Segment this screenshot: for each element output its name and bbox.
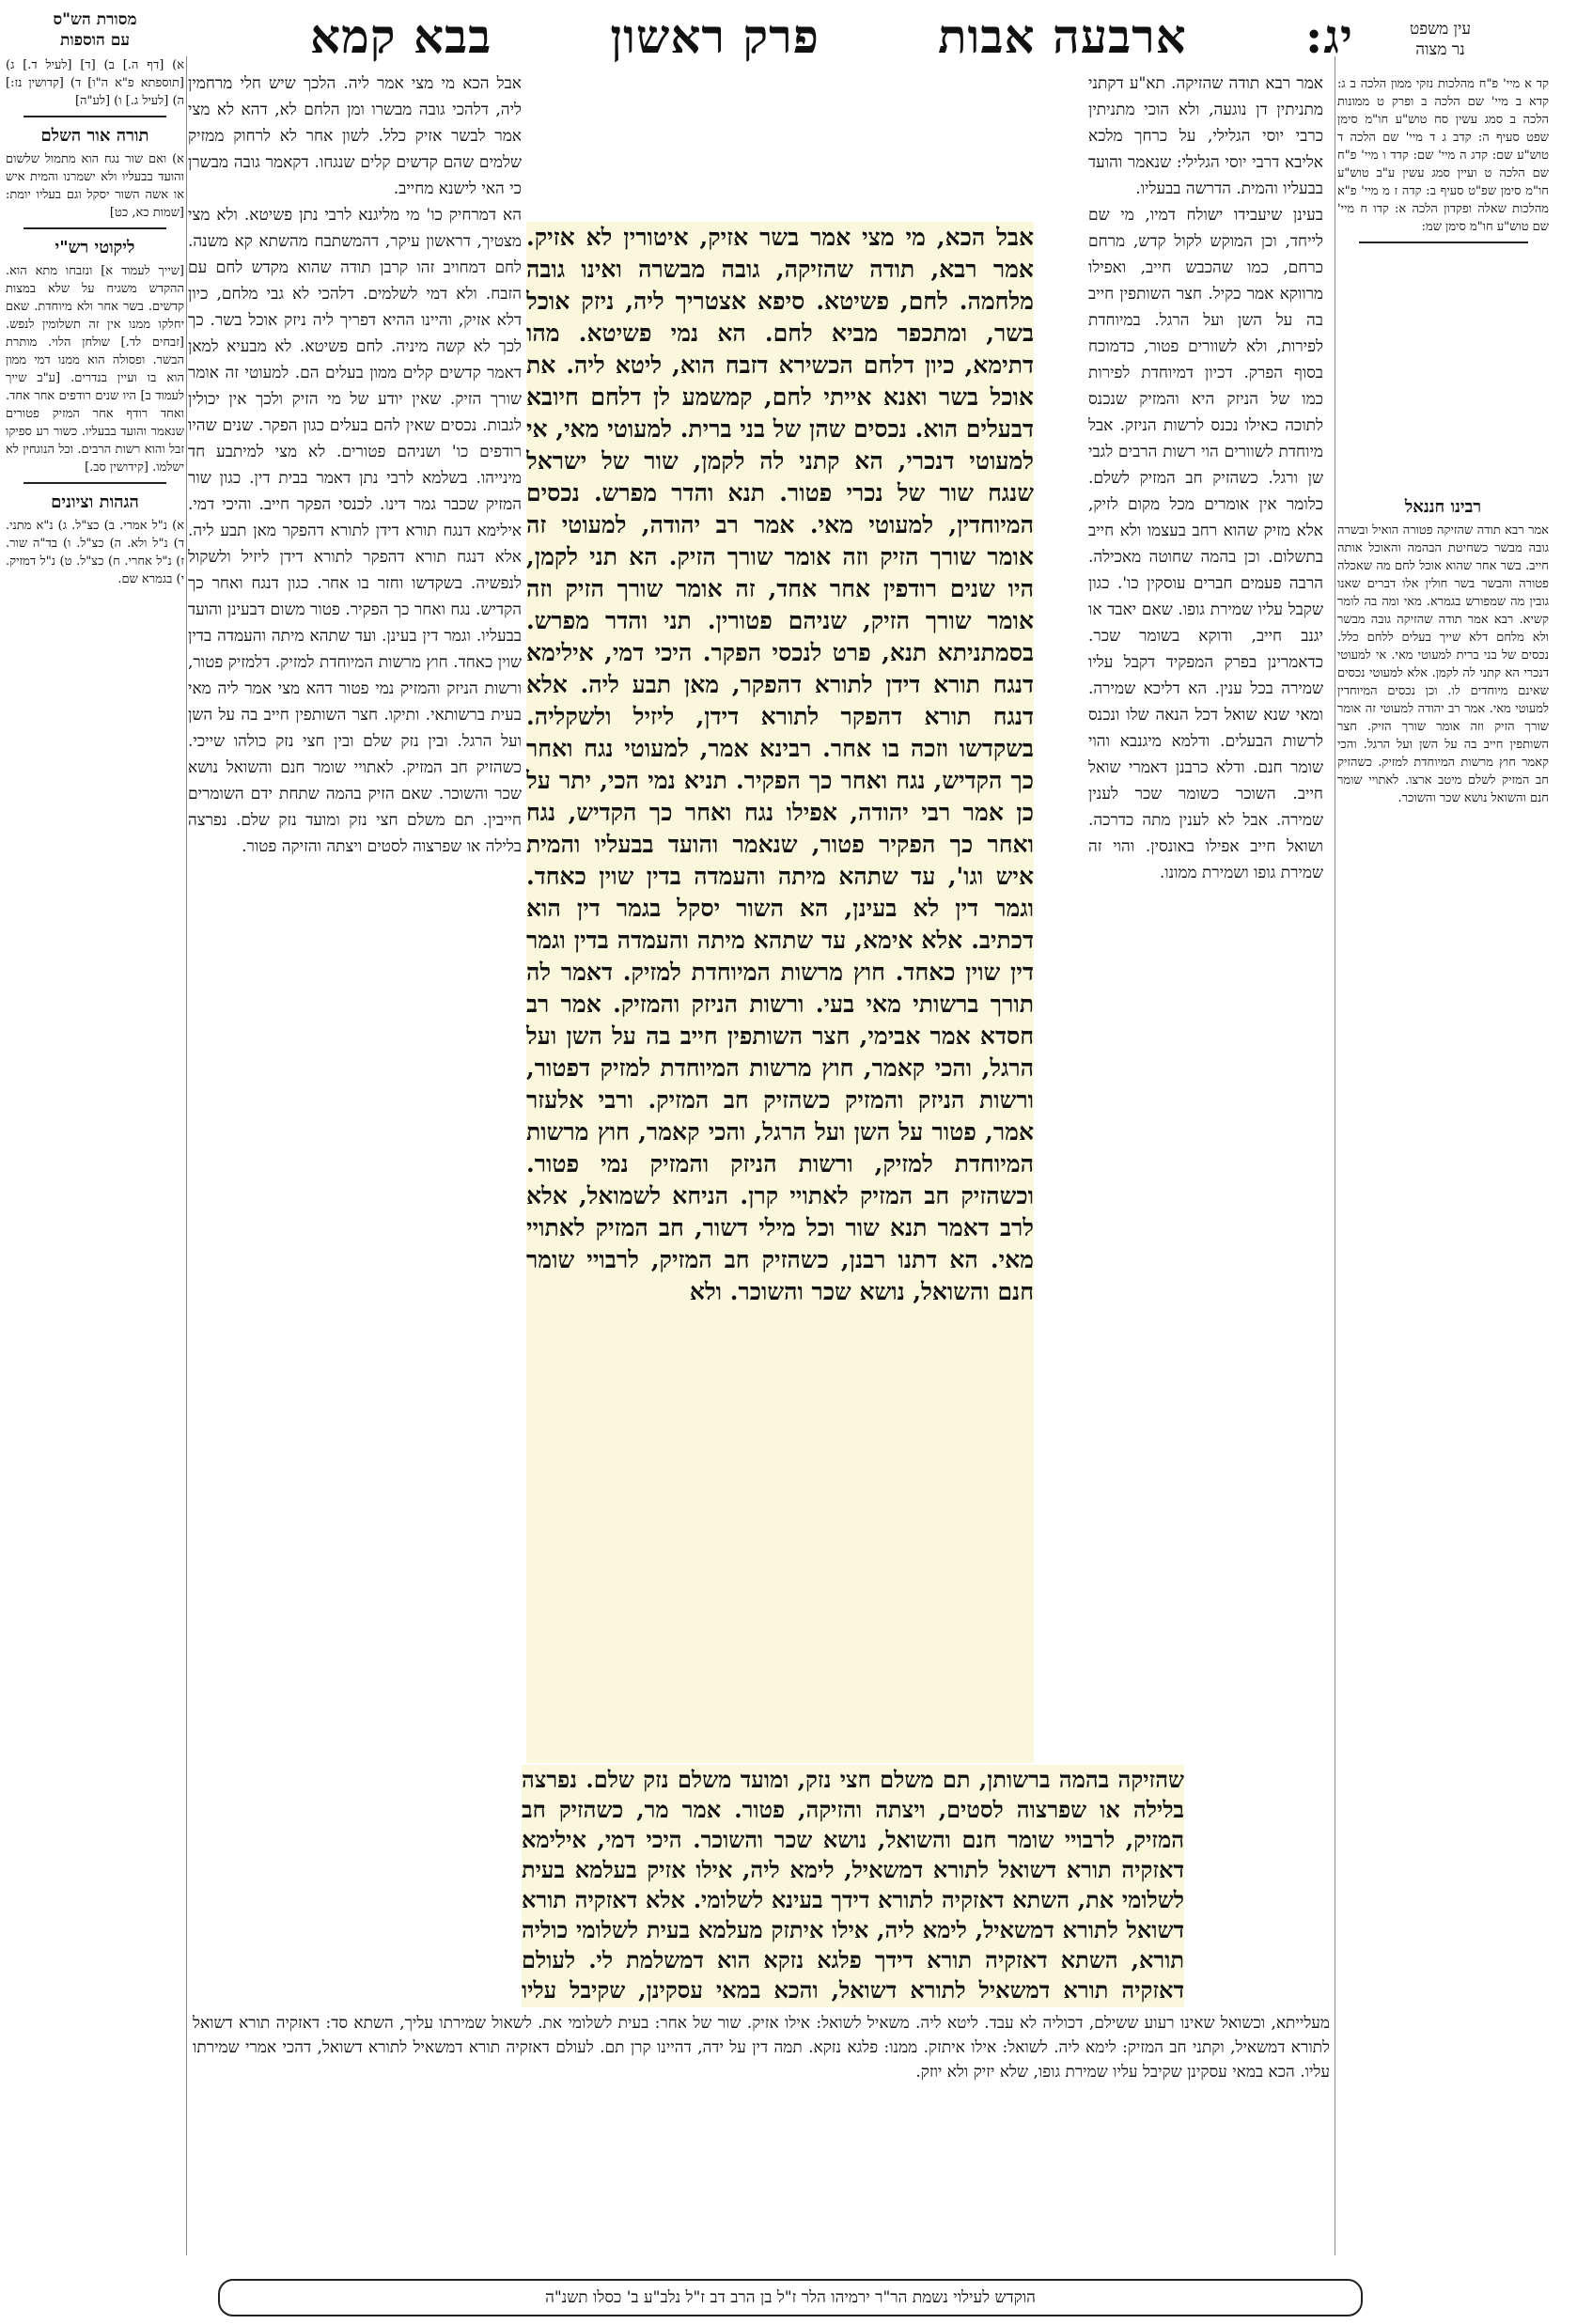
masoret-text: א) [דף ה.] ב) [ד] [לעיל ד.] ג) [תוספתא פ"א ה"ו] ד) [קדושין נז:] ה) [לעיל ג.] ו) [לע"ה] <box>6 58 184 108</box>
section-divider <box>23 227 166 229</box>
rabbeinu-chananel-title: רבינו חננאל <box>1404 497 1482 517</box>
ein-mishpat-text: קד א מיי' פ"ח מהלכות נזקי ממון הלכה ב ג: קדא ב מיי' שם הלכה ב ופרק ט ממונות הלכה ב סמג עשין סח טוש"ע חו"מ סימן שפט סעיף ה: קדב ג ד מיי' שם הלכה ד טוש"ע שם: קדג ה מיי' שם: קדד ו מיי' פ"ח שם הלכה ט ועיין סמג עשין ע"ב טוש"ע חו"מ סימן שפ"ט סעיף ב: קדה ז מ מיי' פ"א מהלכות שאלה ופקדון הלכה א: קדו ח מיי' שם טוש"ע חו"מ סימן שמ: <box>1337 77 1549 234</box>
bottom-rashi-text: מעלייתא, וכשואל שאינו רעוע ששילם, דכוליה לא עבד. ליטא ליה. משאיל לשואל: אילו אזיק. שור של אחר: בעית לשלומי את. לשאול שמירתו עליך, השתא סד: דאזקיה תורא דשואל לתורא דמשאיל, וקתני חב המזיק: לימא ליה. לשואל: אילו איתזק. ממנו: פלגא נזקא. תמה דין על ידה, דהיינו קרן תם. לעולם דאזקיה תורא דמשאיל לתורא דשואל, דהכי אמרי שמירתו עליו. הכא במאי עסקינן שקיבל עליו שמירת גופו, שלא יזיק ולא יוזק. <box>193 2014 1330 2082</box>
section-divider <box>23 482 166 484</box>
hagahot-title: הגהות וציונים <box>51 492 139 512</box>
gemara-continuation-text: שהזיקה בהמה ברשותן, תם משלם חצי נזק, ומועד משלם נזק שלם. נפרצה בלילה או שפרצוה לסטים, ויצתה והזיקה, פטור. אמר מר, כשהזיק חב המזיק, לרבויי שומר חנם והשואל, נושא שכר והשוכר. היכי דמי, אילימא דאזקיה תורא דשואל לתורא דמשאיל, לימא ליה, אילו אזיק בעלמא בעית לשלומי את, השתא דאזקיה לתורא דידך בעינא לשלומי. אלא דאזקיה תורא דשואל לתורא דמשאיל, לימא ליה, אילו איתזק מעלמא בעית לשלומי כוליה תורא, השתא דאזקיה תורא דידך פלגא נזקא הוא דמשלמת לי. לעולם דאזקיה תורא דמשאיל לתורא דשואל, והכא במאי עסקינן, שקיבל עליו <box>522 1766 1184 2004</box>
perek-name: ארבעה אבות <box>938 8 1187 64</box>
section-divider <box>23 116 166 117</box>
rabbeinu-chananel-column <box>1337 489 1549 1833</box>
likutei-rashi-title: ליקוטי רש"י <box>55 238 135 257</box>
gemara-text: אבל הכא, מי מצי אמר בשר אזיק, איטורין לא אזיק. אמר רבא, תודה שהזיקה, גובה מבשרה ואינו גובה מלחמה. לחם, פשיטא. סיפא אצטריך ליה, ניזק אוכל בשר, ומתכפר מביא לחם. הא נמי פשיטא. מהו דתימא, כיון דלחם הכשירא דזבח הוא, ליטא ליה. את אוכל בשר ואנא אייתי לחם, קמשמע לן דלחם חיובא דבעלים הוא. נכסים שהן של בני ברית. למעוטי מאי, אי למעוטי דנכרי, הא קתני לה לקמן, שור של ישראל שנגח שור של נכרי פטור. תנא והדר מפרש. נכסים המיוחדין, למעוטי מאי. אמר רב יהודה, למעוטי זה אומר שורך הזיק וזה אומר שורך הזיק. הא תני לקמן, היו שנים רודפין אחר אחד, זה אומר שורך הזיק וזה אומר שורך הזיק, שניהם פטורין. תני והדר מפרש. בסמתניתא תנא, פרט לנכסי הפקר. היכי דמי, אילימא דנגח תורא דידן לתורא דהפקר, מאן תבע ליה. אלא דנגח תורא דהפקר לתורא דידן, ליזיל ולשקליה. בשקדשו וזכה בו אחר. רבינא אמר, למעוטי נגח ואחר כך הקדיש, נגח ואחר כך הפקיר. תניא נמי הכי, יתר על כן אמר רבי יהודה, אפילו נגח ואחר כך הקדיש, נגח ואחר כך הפקיר פטור, שנאמר והועד בבעליו והמית איש וגו', עד שתהא מיתה והעמדה בדין שוין כאחד. וגמר דין לא בעינן, הא השור יסקל בגמר דין הוא דכתיב. אלא אימא, עד שתהא מיתה והעמדה בדין וגמר דין שוין כאחד. חוץ מרשות המיוחדת למזיק. דאמר לה תורך ברשותי מאי בעי. ורשות הניזק והמזיק. אמר רב חסדא אמר אבימי, חצר השותפין חייב בה על השן ועל הרגל, והכי קאמר, חוץ מרשות המיוחדת למזיק דפטור, ורשות הניזק והמזיק כשהזיק חב המזיק. ורבי אלעזר אמר, פטור על השן ועל הרגל, והכי קאמר, חוץ מרשות המיוחדת למזיק, ורשות הניזק והמזיק נמי פטור. וכשהזיק חב המזיק לאתויי קרן. הניחא לשמואל, אלא לרב דאמר תנא שור וכל מילי דשור, חב המזיק לאתויי מאי. הא דתנו רבנן, כשהזיק חב המזיק, לרבויי שומר חנם והשואל, נושא שכר והשוכר. ולא <box>526 224 1034 1305</box>
gemara-continuation <box>522 1765 1184 2007</box>
rashi-top-text: אמר רבא תודה שהזיקה. תא"ע דקתני מתניתין דן נוגעה, ולא הוכי מתניתין כרבי יוסי הגלילי, על כרחך מלכא אליבא דרבי יוסי הגלילי: שנאמר והועד בבעליו והמית. הדרשה בבעליו. <box>1088 74 1323 198</box>
tosafot-body-text: הא דמרחיק כו' מי מליגנא לרבי נתן פשיטא. ולא מצי מצטיך, דראשון עיקר, דהמשתבח מהשתא קא משנה. לחם דמחויב זהו קרבן תודה שהוא מקדש לחם עם הזבח. ולא דמי לשלמים. דלהכי לא גבי מלחם, כיון דלא אזיק, והיינו ההיא דפריך ליה ניזק אוכל בשר. כך לכך לא קשה מיניה. לחם פשיטא. לא מבעיא למאן דאמר קדשים קלים ממון בעלים הם. למעוטי זה אומר שורך הזיק. שאין יודע של מי הזיק ולכך אין יכולין לגבות. נכסים שאין להם בעלים כגון הפקר. שנים שהיו רודפים כו' ושניהם פטורים. לא מצי למיתבע חד מינייהו. בשלמא לרבי נתן דאמר בבית דין. כגון שור המזיק שכבר גמר דינו. לכנסי הפקר חייב. והיכי דמי. אילימא דנגח תורא דידן לתורא דהפקר מאן תבע ליה. אלא דנגח תורא דהפקר לתורא דידן ליזיל ולשקול לנפשיה. בשקדשו וחזר בו אחר. כגון דנגח ואחר כך הקדיש. נגח ואחר כך הפקיר. פטור משום דבעינן והועד בבעליו. וגמר דין בעינן. ועד שתהא מיתה והעמדה בדין שוין כאחד. חוץ מרשות המיוחדת למזיק. דלמזיק פטור, ורשות הניזק והמזיק נמי פטור דהא מצי אמר ליה מאי בעית ברשותאי. ותיקו. חצר השותפין חייב בה על השן ועל הרגל. ובין נזק שלם ובין חצי נזק כולהו שייכי. כשהזיק חב המזיק. לאתויי שומר חנם והשואל נושא שכר והשוכר. שאם הזיק בהמה שתחת ידם השומרים חייבין. תם משלם חצי נזק ומועד נזק שלם. נפרצה בלילה או שפרצוה לסטים ויצתה והזיקה פטור. <box>188 206 522 856</box>
hagahot-text: א) נ"ל אמרי. ב) כצ"ל. ג) נ"א מתני. ד) נ"ל ולא. ה) כצ"ל. ו) בד"ה שור. ז) נ"ל אחרי. ח) כצ"ל. ט) נ"ל דמזיק. י) בגמרא שם. <box>6 519 184 586</box>
rashi-body-text: בעינן שיעבידו ישולח דמיו, מי שם לייחד, וכן המוקש לקול קדש, מרחם כרחם, כמו שהכבש חייב, ואפילו מרווקא אמר כקיל. חצר השותפין חייב בה על השן ועל הרגל. במיוחדת לפירות, ולא לשוורים פטור, כדמוכח בסוף הפרק. דכיון דמיוחדת לפירות כמו של הניזק היא והמזיק שנכנס לתוכה כאילו נכנס לרשות הניזק. אבל מיוחדת לשוורים הוי רשות הרבים לגבי שן ורגל. כשהזיק חב המזיק לשלם. כלומר אין אומרים מכל מקום לזיק, אלא מזיק שהוא רחב בעצמו ולא חייב בתשלום. וכן בהמה שחוטה מאכילה. הרבה פעמים חברים עוסקין כו'. כגון שקבל עליו שמירת גופו. שאם יאבד או יגנב חייב, ודוקא בשומר שכר. כדאמרינן בפרק המפקיד דקבל עליו שמירה בכל ענין. הא דליכא שמירה. ומאי שנא שואל דכל הנאה שלו ונכנס לרשות הבעלים. ודלמא מיגנבא והוי שומר חנם. ודלא כרבנן דאמרי שואל חייב. השוכר כשומר שכר לענין שמירה. אבל לא לענין מתה כדרכה. ושואל חייב אפילו באונסין. והוי זה שמירת גופו ושמירת ממונו. <box>1088 206 1323 882</box>
torah-or-title: תורה אור השלם <box>40 126 149 146</box>
ein-mishpat-column <box>1337 75 1549 479</box>
rashi-column <box>1088 70 1323 1818</box>
bottom-rashi <box>193 2011 1330 2265</box>
masechet-name: בבא קמא <box>310 8 492 64</box>
ein-mishpat-title <box>1339 19 1541 60</box>
torah-or-text: א) ואם שור נגח הוא מתמול שלשום והועד בבעליו ולא ישמרנו והמית איש או אשה השור יסקל וגם בעליו יומת: [שמות כא, כט] <box>6 152 184 220</box>
dedication-box <box>218 2279 1363 2316</box>
ein-mishpat-title-line2: נר מצוה <box>1415 40 1465 59</box>
ein-mishpat-title-line1: עין משפט <box>1409 20 1472 39</box>
tosafot-top-text: אבל הכא מי מצי אמר ליה. הלכך שיש חלי מרחמין ליה, דלהכי גובה מבשרו ומן הלחם לא, דהא לא מצי אמר לבשר אזיק כלל. לשון אחר לא לרחוק ממזיק שלמים שהם קדשים קלים שנגחו. דקאמר גובה מבשרן כי האי לישנא מחייב. <box>188 74 522 198</box>
page-header <box>310 8 1353 64</box>
rabbeinu-chananel-text: אמר רבא תודה שהזיקה פטורה הואיל ובשרה גובה מבשר כשחיטת הבהמה והאוכל אותה חייב. בשר אחר שהוא אוכל לחם מה שאכלה פטורה והבשר בשר חולין אלו דברים שאנו גובין מה שמפורש בגמרא. מאי ומה בה לומר קשיא. רבא אמר תודה שהזיקה גובה מבשר ולא מלחם דלא שייך בעלים ללחם כלל. נכסים של בני ברית למעוטי מאי. אי למעוטי דנכרי הא קתני לה לקמן. אלא למעוטי נכסים שאינם מיוחדים לו. וכן נכסים המיוחדין למעוטי מאי. אמר רב יהודה למעוטי זה אומר שורך הזיק וזה אומר שורך הזיק. חצר השותפין חייב בה על השן ועל הרגל. והכי קאמר חוץ מרשות המיוחדת למזיק. כשהזיק חב המזיק לשלם מיטב ארצו. לאתויי שומר חנם והשואל נושא שכר והשוכר. <box>1337 523 1549 805</box>
masoret-subtitle: עם הוספות <box>60 31 130 50</box>
tosafot-column <box>188 70 522 1818</box>
section-divider <box>1359 242 1528 243</box>
daf-number: יג: <box>1304 8 1353 64</box>
margin-rule-left <box>186 56 187 2255</box>
likutei-rashi-text: [שייך לעמוד א] ונזבחו מתא הוא. ההקדש משגיח על שלא במצות קדשים. בשר אחר ולא מיוחדת. שאם יחלקו ממנו אין זה תשלומין לנפש. [זבחים לד.] שולחן הלוי. מותרת הבשר. ופסולה הוא ממנו דמי ממון הוא בו ועיין בנדרים. [ע"ב שייך לעמוד ב] היו שנים רודפים אחר אחד. ואחד רודף אחר המזיק פטורים שנאמר והועד בבעליו. כשור רע ספיקו זבל והוא רשות הרבים. וכל הנוגחין לא ישלמו. [קידושין סב.] <box>6 264 184 475</box>
gemara-column <box>526 222 1034 1763</box>
masoret-title: מסורת הש"ס <box>53 10 137 29</box>
dedication-text: הוקדש לעילוי נשמת הר"ר ירמיהו הלר ז"ל בן הרב דב ז"ל נלב"ע ב' כסלו תשנ"ה <box>545 2288 1036 2307</box>
left-margin-column <box>6 56 184 2246</box>
perek-number: פרק ראשון <box>610 8 820 64</box>
masoret-hashas-title <box>6 9 184 51</box>
